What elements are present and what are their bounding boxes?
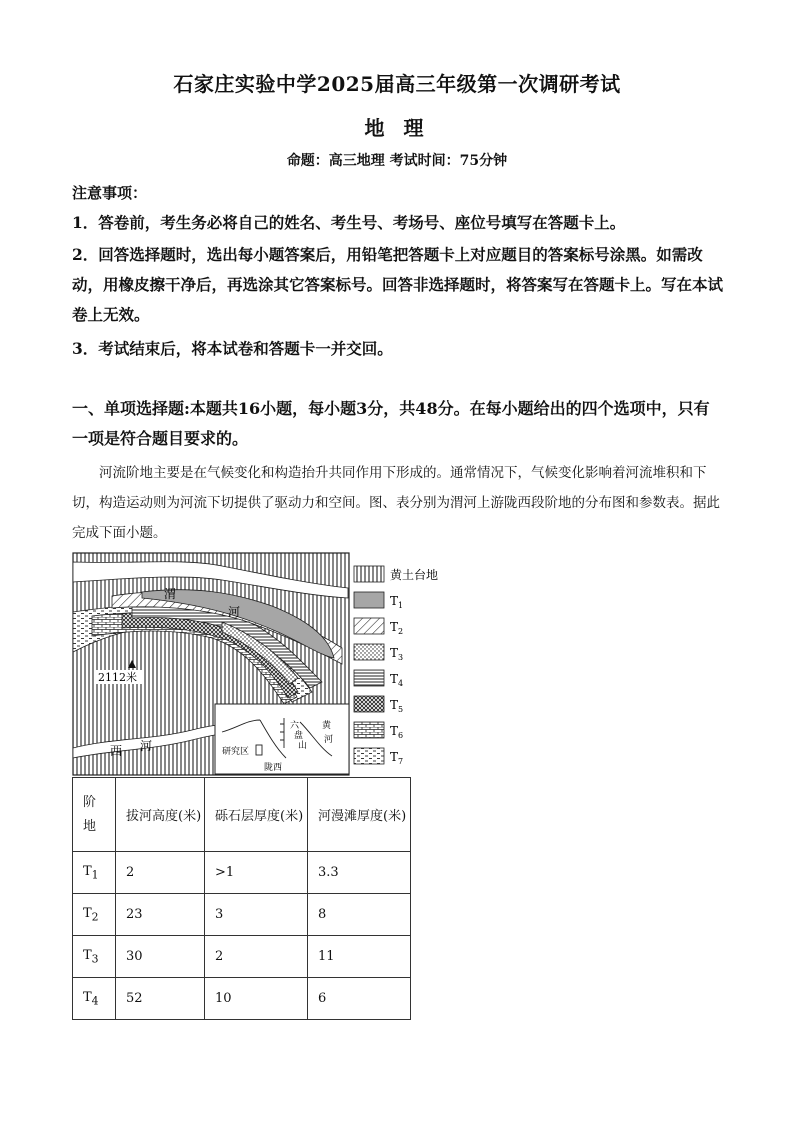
legend-sub-t2: 2 [398,627,404,636]
legend-label-t3: T [390,646,399,660]
inset-mountain-1: 六 [290,721,300,731]
cell-height: 2 [116,852,205,894]
header-terrace [83,791,115,839]
terrace-code: T [83,947,92,963]
legend-sub-t4: 4 [398,679,404,688]
table-row [73,936,411,978]
legend-swatch-t6 [354,722,384,738]
notice-item-3: 3．考试结束后，将本试卷和答题卡一并交回。 [72,339,393,358]
svg-text:T1 [390,594,403,610]
svg-text:T2 [390,620,403,636]
inset-mountain-2: 盘 [294,731,304,741]
terrace-sub: 3 [91,952,99,966]
inset-locator-map [215,704,349,774]
cell-floodplain: 6 [308,978,411,1020]
legend-sub-t5: 5 [398,705,404,714]
table-row [73,852,411,894]
svg-text:T6 [390,724,403,740]
cell-gravel: 10 [205,978,308,1020]
svg-text:T4 [390,672,403,688]
peak-elevation-label: 2112米 [98,671,137,684]
legend-swatch-t5 [354,696,384,712]
terrace-code: T [83,863,92,879]
cell-terrace [73,894,116,936]
inset-study-area: 研究区 [222,747,250,757]
terrace-parameter-table [72,777,411,1020]
legend-swatch-t3 [354,644,384,660]
legend-sub-t3: 3 [398,653,404,662]
terrace-code: T [83,989,92,1005]
exam-title: 石家庄实验中学2025届高三年级第一次调研考试 [173,72,621,96]
legend-sub-t7: 7 [398,757,404,766]
legend-label-t7: T [390,750,399,764]
legend-swatch-t1 [354,592,384,608]
legend-swatch-t7 [354,748,384,764]
cell-terrace [73,936,116,978]
legend-label-t2: T [390,620,399,634]
terrace-code: T [83,905,92,921]
legend-label-t1: T [390,594,399,608]
cell-gravel: >1 [205,852,308,894]
legend-swatch-t4 [354,670,384,686]
cell-terrace [73,978,116,1020]
wei-river-label-1: 渭 [164,587,177,601]
notice-heading: 注意事项： [72,184,148,202]
legend-swatch-t2 [354,618,384,634]
cell-floodplain: 8 [308,894,411,936]
terrace-sub: 2 [91,910,99,924]
header-height: 拔河高度(米) [116,778,205,852]
legend-sub-t6: 6 [398,731,404,740]
header-gravel: 砾石层厚度(米) [205,778,308,852]
cell-gravel: 3 [205,894,308,936]
cell-floodplain: 3.3 [308,852,411,894]
notice-item-2: 2．回答选择题时，选出每小题答案后，用铅笔把答题卡上对应题目的答案标号涂黑。如需改动，用橡皮擦干净后，再选涂其它答案标号。回答非选择题时，将答案写在答题卡上。写在本试卷上无效。 [72,245,724,324]
cell-height: 52 [116,978,205,1020]
svg-text:T5 [390,698,403,714]
terrace-sub: 1 [91,868,99,882]
terrace-sub: 4 [91,994,99,1008]
subject-title: 地 理 [364,116,430,140]
header-floodplain: 河漫滩厚度(米) [308,778,411,852]
question-stem: 河流阶地主要是在气候变化和构造抬升共同作用下形成的。通常情况下，气候变化影响着河流堆积和下切，构造运动则为河流下切提供了驱动力和空间。图、表分别为渭河上游陇西段阶地的分布图和参数表。据此完成下面小题。 [72,465,720,541]
header-terrace-char-2: 地 [83,818,97,834]
inset-mountain-3: 山 [298,741,308,751]
cell-gravel: 2 [205,936,308,978]
table-row [73,978,411,1020]
inset-huanghe-2: 河 [324,735,334,745]
inset-place-longxi: 陇西 [264,763,283,773]
terrace-distribution-map [72,552,452,778]
table-row [73,894,411,936]
legend-label-t5: T [390,698,399,712]
exam-meta: 命题：高三地理 考试时间：75分钟 [286,153,508,169]
xi-river-label-2: 河 [140,739,153,753]
xi-river-label-1: 西 [110,744,123,758]
legend-swatch-loess [354,566,384,582]
notice-item-1: 1．答卷前，考生务必将自己的姓名、考生号、考场号、座位号填写在答题卡上。 [72,213,626,232]
legend-sub-t1: 1 [398,601,404,610]
legend-label-t6: T [390,724,399,738]
svg-text:T3 [390,646,403,662]
map-legend [354,566,438,766]
cell-floodplain: 11 [308,936,411,978]
cell-height: 30 [116,936,205,978]
svg-text:T7 [390,750,403,766]
legend-label-t4: T [390,672,399,686]
wei-river-label-2: 河 [228,605,241,619]
legend-label-loess: 黄土台地 [390,568,439,582]
inset-huanghe-1: 黄 [322,721,332,731]
table-header-row [73,778,411,852]
header-terrace-char-1: 阶 [83,794,97,810]
cell-height: 23 [116,894,205,936]
cell-terrace [73,852,116,894]
section-heading: 一、单项选择题:本题共16小题，每小题3分，共48分。在每小题给出的四个选项中，只有一项是符合题目要求的。 [72,399,710,448]
